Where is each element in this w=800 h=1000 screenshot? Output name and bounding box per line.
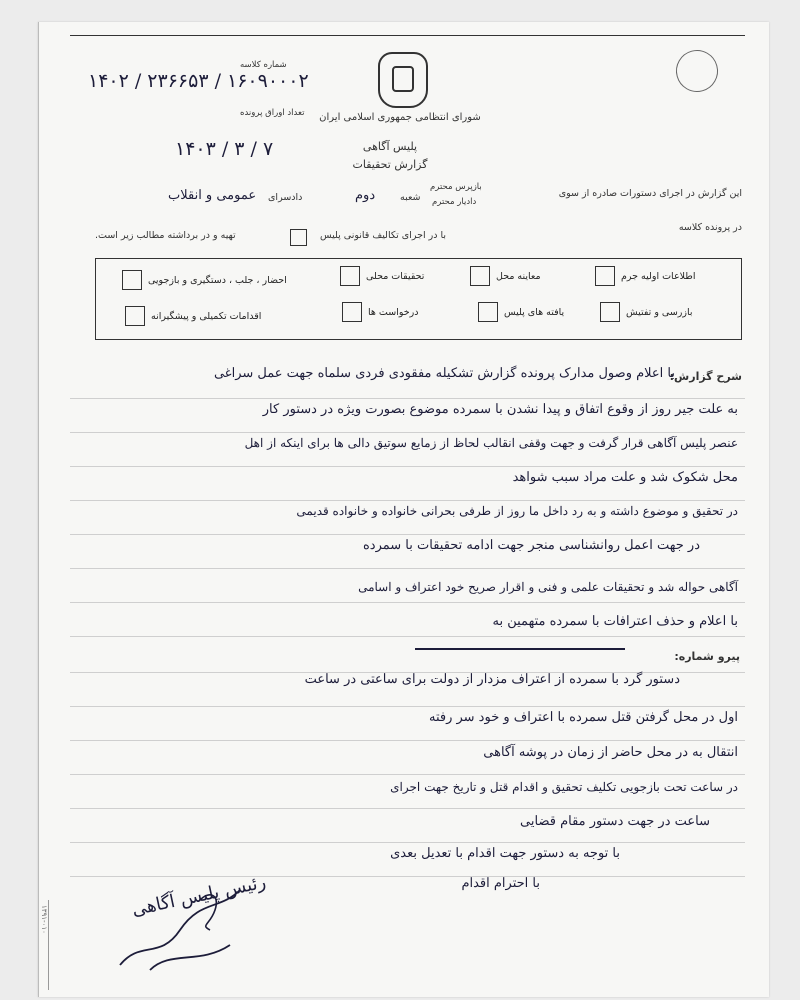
body2-line-2: اول در محل گرفتن قتل سمرده با اعتراف و خود سر رفته <box>428 710 738 725</box>
signature-text: رئیس پلیس آگاهی <box>130 871 268 921</box>
council-name: شورای انتظامی جمهوری اسلامی ایران <box>319 112 481 123</box>
checkbox-site-inspection: معاینه محل <box>470 266 541 286</box>
header-rule <box>70 35 745 36</box>
body2-line-3: انتقال به در محل حاضر از زمان در پوشه آگاهی <box>483 745 738 760</box>
margin-rule <box>48 900 49 990</box>
file-pages-label: تعداد اوراق پرونده <box>240 108 305 118</box>
body-line-7: آگاهی حواله شد و تحقیقات علمی و فنی و اقرار صریح خود اعتراف و اسامی <box>358 580 738 594</box>
body-line-5: در تحقیق و موضوع داشته و به رد داخل ما روز از طرفی بحرانی خانواده و خانواده قدیمی <box>296 504 738 518</box>
checkbox-local-investigation: تحقیقات محلی <box>340 266 424 286</box>
body-line-2: به علت جیر روز از وقوع اتفاق و پیدا نشدن با سمرده موضوع بصورت ویژه در دستور کار <box>262 402 738 417</box>
side-number: ۱۳۹۱-۰۱۰ <box>40 905 48 934</box>
checkbox-complementary-actions: اقدامات تکمیلی و پیشگیرانه <box>125 306 261 326</box>
body2-line-5: ساعت در جهت دستور مقام قضایی <box>520 814 710 829</box>
intro-line2-mid: با در اجرای تکالیف قانونی پلیس <box>320 230 446 241</box>
witness-label: پیرو شماره: <box>674 650 740 663</box>
body2-line-4: در ساعت تحت بازجویی تکلیف تحقیق و اقدام قتل و تاریخ جهت اجرای <box>390 780 738 794</box>
bazpors-label: بازپرس محترم <box>430 182 482 192</box>
closing-text: با احترام اقدام <box>461 876 540 891</box>
body2-line-6: با توجه به دستور جهت اقدام با تعدیل بعدی <box>390 846 620 861</box>
report-type: گزارش تحقیقات <box>352 158 428 171</box>
body2-line-1: دستور گرد با سمرده از اعتراف مزدار از دولت برای ساعتی در ساعت <box>304 672 680 687</box>
checkbox-arrest-interrogation: احضار ، جلب ، دستگیری و بازجویی <box>122 270 287 290</box>
report-date: ۱۴۰۳ / ۳ / ۷ <box>175 138 274 160</box>
emblem-icon <box>378 52 428 108</box>
checkbox-police-findings: یافته های پلیس <box>478 302 564 322</box>
intro-line2-prefix: در پرونده کلاسه <box>678 222 742 233</box>
body-line-4: محل شکوک شد و علت مراد سبب شواهد <box>512 470 738 485</box>
checkbox-requests: درخواست ها <box>342 302 418 322</box>
checkbox-initial-info: اطلاعات اولیه جرم <box>595 266 696 286</box>
class-number-label: شماره کلاسه <box>240 60 287 70</box>
court-label: دادسرای <box>268 192 303 203</box>
dadyar-label: دادیار محترم <box>432 197 477 207</box>
body-line-6: در جهت اعمل روانشناسی منجر جهت ادامه تحقیقات با سمرده <box>362 538 700 553</box>
body-heading: شرح گزارش: <box>669 370 742 383</box>
class-number-value: ۱۴۰۲ / ۲۳۶۶۵۳ / ۱۶۰۹۰۰۰۲ <box>88 70 309 92</box>
intro-line1: این گزارش در اجرای دستورات صادره از سوی <box>558 188 742 199</box>
branch-value: دوم <box>355 188 376 203</box>
checkbox-search: بازرسی و تفتیش <box>600 302 693 322</box>
court-value: عمومی و انقلاب <box>168 188 257 203</box>
intro-line2-end: تهیه و در برداشته مطالب زیر است. <box>95 230 236 241</box>
body-line-3: عنصر پلیس آگاهی قرار گرفت و جهت وقفی انقالب لحاظ از زمایع سوتیق دالی ها برای اینکه از اهل <box>244 436 738 450</box>
police-checkbox <box>290 229 307 246</box>
signature-scribble <box>110 870 270 980</box>
body-line-1: با اعلام وصول مدارک پرونده گزارش تشکیله مفقودی فردی سلماه جهت عمل سراغی <box>213 366 675 381</box>
police-name: پلیس آگاهی <box>362 140 418 153</box>
body-line-8: با اعلام و حذف اعترافات با سمرده متهمین به <box>492 614 738 629</box>
branch-label: شعبه <box>400 192 421 203</box>
